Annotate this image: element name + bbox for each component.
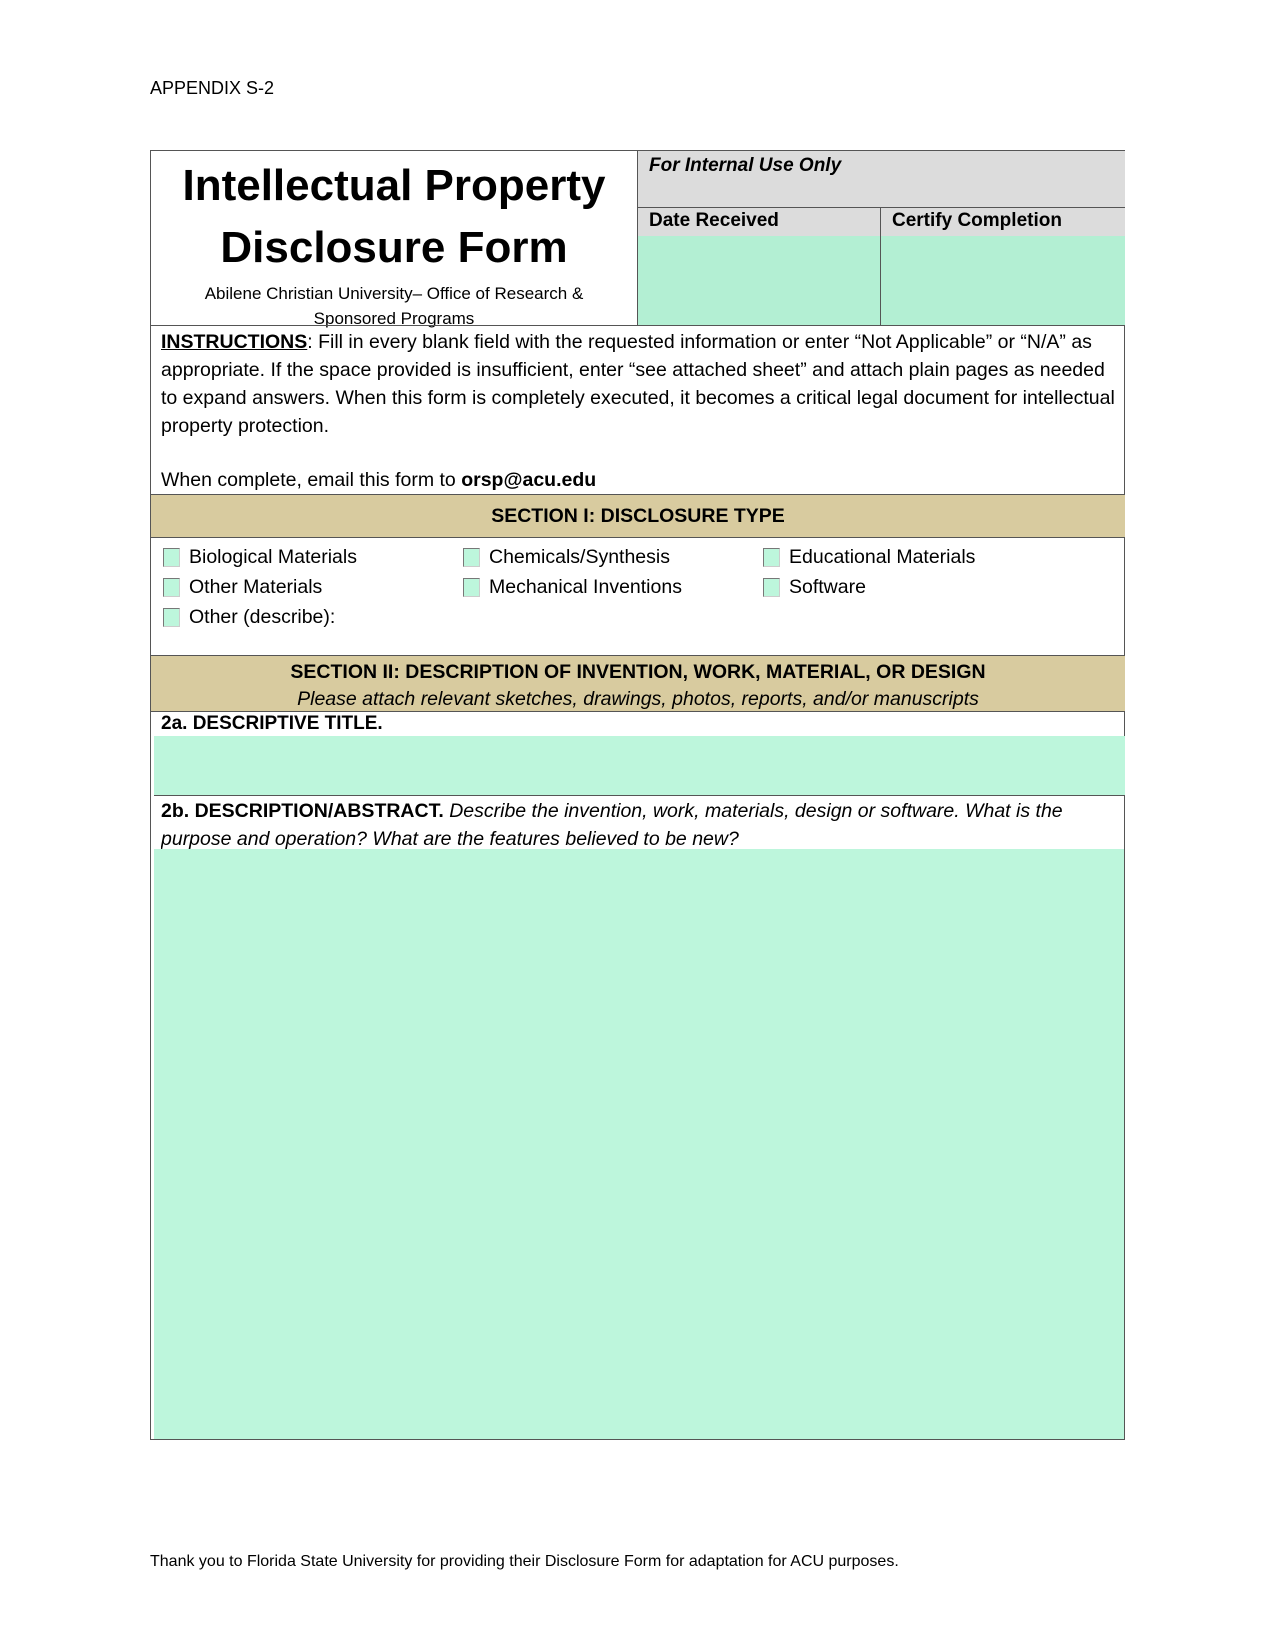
appendix-label: APPENDIX S-2 (150, 78, 275, 98)
date-received-field[interactable] (638, 208, 881, 325)
option-biological-materials[interactable] (163, 542, 463, 572)
option-software[interactable] (763, 572, 1063, 602)
section1-header: SECTION I: DISCLOSURE TYPE (151, 494, 1125, 538)
option-label: Other Materials (189, 575, 323, 598)
option-label: Chemicals/Synthesis (489, 545, 670, 568)
email-prefix: When complete, email this form to (161, 469, 462, 491)
title-line-2: Disclosure Form (220, 223, 568, 272)
option-label: Mechanical Inventions (489, 575, 682, 598)
section2-header (151, 655, 1125, 712)
form-subtitle: Abilene Christian University– Office of Research & Sponsored Programs (204, 284, 584, 328)
internal-use-label: For Internal Use Only (638, 151, 1125, 208)
instructions (151, 325, 1125, 494)
option-other-materials[interactable] (163, 572, 463, 602)
checkbox[interactable] (763, 578, 780, 597)
disclosure-type-options (151, 538, 1125, 655)
descriptive-title-label: 2a. DESCRIPTIVE TITLE. (161, 713, 383, 734)
instructions-label: INSTRUCTIONS (161, 331, 308, 353)
description-label (161, 797, 1116, 849)
descriptive-title-input[interactable] (154, 736, 1125, 796)
title-block (151, 151, 638, 328)
section2-title: SECTION II: DESCRIPTION OF INVENTION, WORK, MATERIAL, OR DESIGN (290, 661, 986, 683)
option-label: Educational Materials (789, 545, 976, 568)
certify-completion-field[interactable] (881, 208, 1125, 325)
title-line-1: Intellectual Property (182, 161, 606, 210)
description-label-bold: 2b. DESCRIPTION/ABSTRACT. (161, 800, 444, 822)
option-mechanical-inventions[interactable] (463, 572, 763, 602)
option-label: Software (789, 575, 866, 598)
checkbox[interactable] (163, 548, 180, 567)
option-label: Other (describe): (189, 605, 336, 628)
option-chemicals-synthesis[interactable] (463, 542, 763, 572)
email-link[interactable]: orsp@acu.edu (461, 469, 597, 491)
date-received-label: Date Received (638, 208, 880, 236)
disclosure-form (150, 150, 1125, 1440)
option-label: Biological Materials (189, 545, 357, 568)
checkbox[interactable] (163, 608, 180, 627)
certify-completion-label: Certify Completion (881, 208, 1125, 236)
checkbox[interactable] (463, 548, 480, 567)
description-prompt: Describe the invention, work, materials, design or software. What is the purpose and operation? What are the features believed to be new? (161, 800, 1063, 849)
checkbox[interactable] (463, 578, 480, 597)
checkbox[interactable] (163, 578, 180, 597)
footer-note: Thank you to Florida State University for providing their Disclosure Form for adaptation for ACU purposes. (150, 1553, 899, 1570)
section2-subtitle: Please attach relevant sketches, drawings, photos, reports, and/or manuscripts (297, 688, 979, 710)
form-title (151, 155, 637, 279)
instructions-text: : Fill in every blank field with the requested information or enter “Not Applicable” or “N/A” as appropriate. If the space provided is insufficient, enter “see attached sheet” and attach plain pages as needed to expand answers. When this form is completely executed, it becomes a critical legal document for intellectual property protection. (161, 331, 1115, 437)
option-other-describe[interactable] (163, 602, 463, 632)
option-educational-materials[interactable] (763, 542, 1063, 572)
checkbox[interactable] (763, 548, 780, 567)
description-input[interactable] (154, 849, 1124, 1439)
